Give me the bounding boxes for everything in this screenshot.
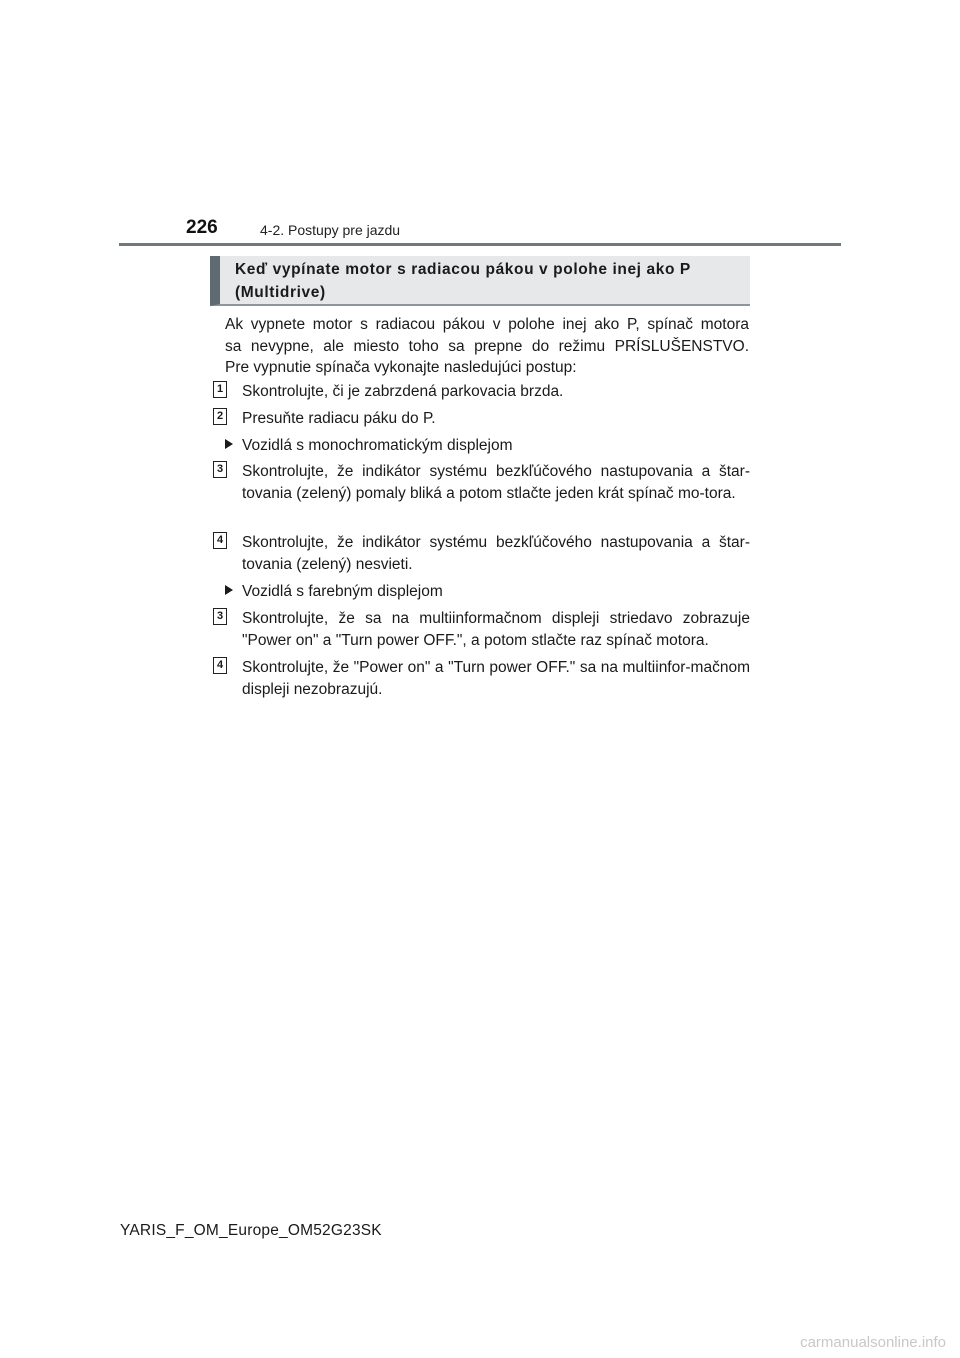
step-number-badge: 4 [213,657,227,674]
step-text: Skontrolujte, či je zabrzdená parkovacia brzda. [242,383,564,400]
intro-line: Pre vypnutie spínača vykonajte nasledujúci postup: [225,359,577,376]
header-divider [119,243,841,246]
step-text: Skontrolujte, že indikátor systému bezkľúčového nastupovania a štar-tovania (zelený) pomaly bliká a potom stlačte jeden krát spínač mo-tora. [242,463,750,502]
page-number: 226 [186,217,218,238]
section-title: Keď vypínate motor s radiacou pákou v polohe inej ako P (Multidrive) [235,261,691,301]
step-number-badge: 3 [213,461,227,478]
step-1 [213,381,750,403]
step-number-badge: 1 [213,381,227,398]
section-heading-box [210,256,750,306]
step-number-badge: 2 [213,408,227,425]
step-text: Skontrolujte, že indikátor systému bezkľúčového nastupovania a štar-tovania (zelený) nesvieti. [242,534,750,573]
step-text: Skontrolujte, že sa na multiinformačnom displeji striedavo zobrazuje "Power on" a "Turn power OFF.", a potom stlačte raz spínač motora. [242,610,750,649]
triangle-bullet-icon [225,585,233,595]
step-4-mono [213,532,750,575]
step-3-color [213,608,750,651]
watermark: carmanualsonline.info [800,1334,946,1351]
subheading-text: Vozidlá s farebným displejom [242,583,443,600]
subheading-text: Vozidlá s monochromatickým displejom [242,437,513,454]
step-2 [213,408,750,430]
step-text: Presuňte radiacu páku do P. [242,410,436,427]
intro-line: Ak vypnete motor s radiacou pákou v polohe inej ako P, spínač motora [225,316,749,333]
subheading-color-display [225,582,443,602]
step-3-mono [213,461,750,504]
step-text: Skontrolujte, že "Power on" a "Turn power OFF." sa na multiinfor-mačnom displeji nezobrazujú. [242,659,750,698]
footer-document-code: YARIS_F_OM_Europe_OM52G23SK [120,1222,382,1239]
triangle-bullet-icon [225,439,233,449]
step-4-color [213,657,750,700]
chapter-title: 4-2. Postupy pre jazdu [260,222,401,238]
subheading-monochrome-display [225,436,513,456]
step-number-badge: 4 [213,532,227,549]
intro-line: sa nevypne, ale miesto toho sa prepne do režimu PRÍSLUŠENSTVO. [225,337,749,355]
step-number-badge: 3 [213,608,227,625]
intro-paragraph [225,314,749,379]
